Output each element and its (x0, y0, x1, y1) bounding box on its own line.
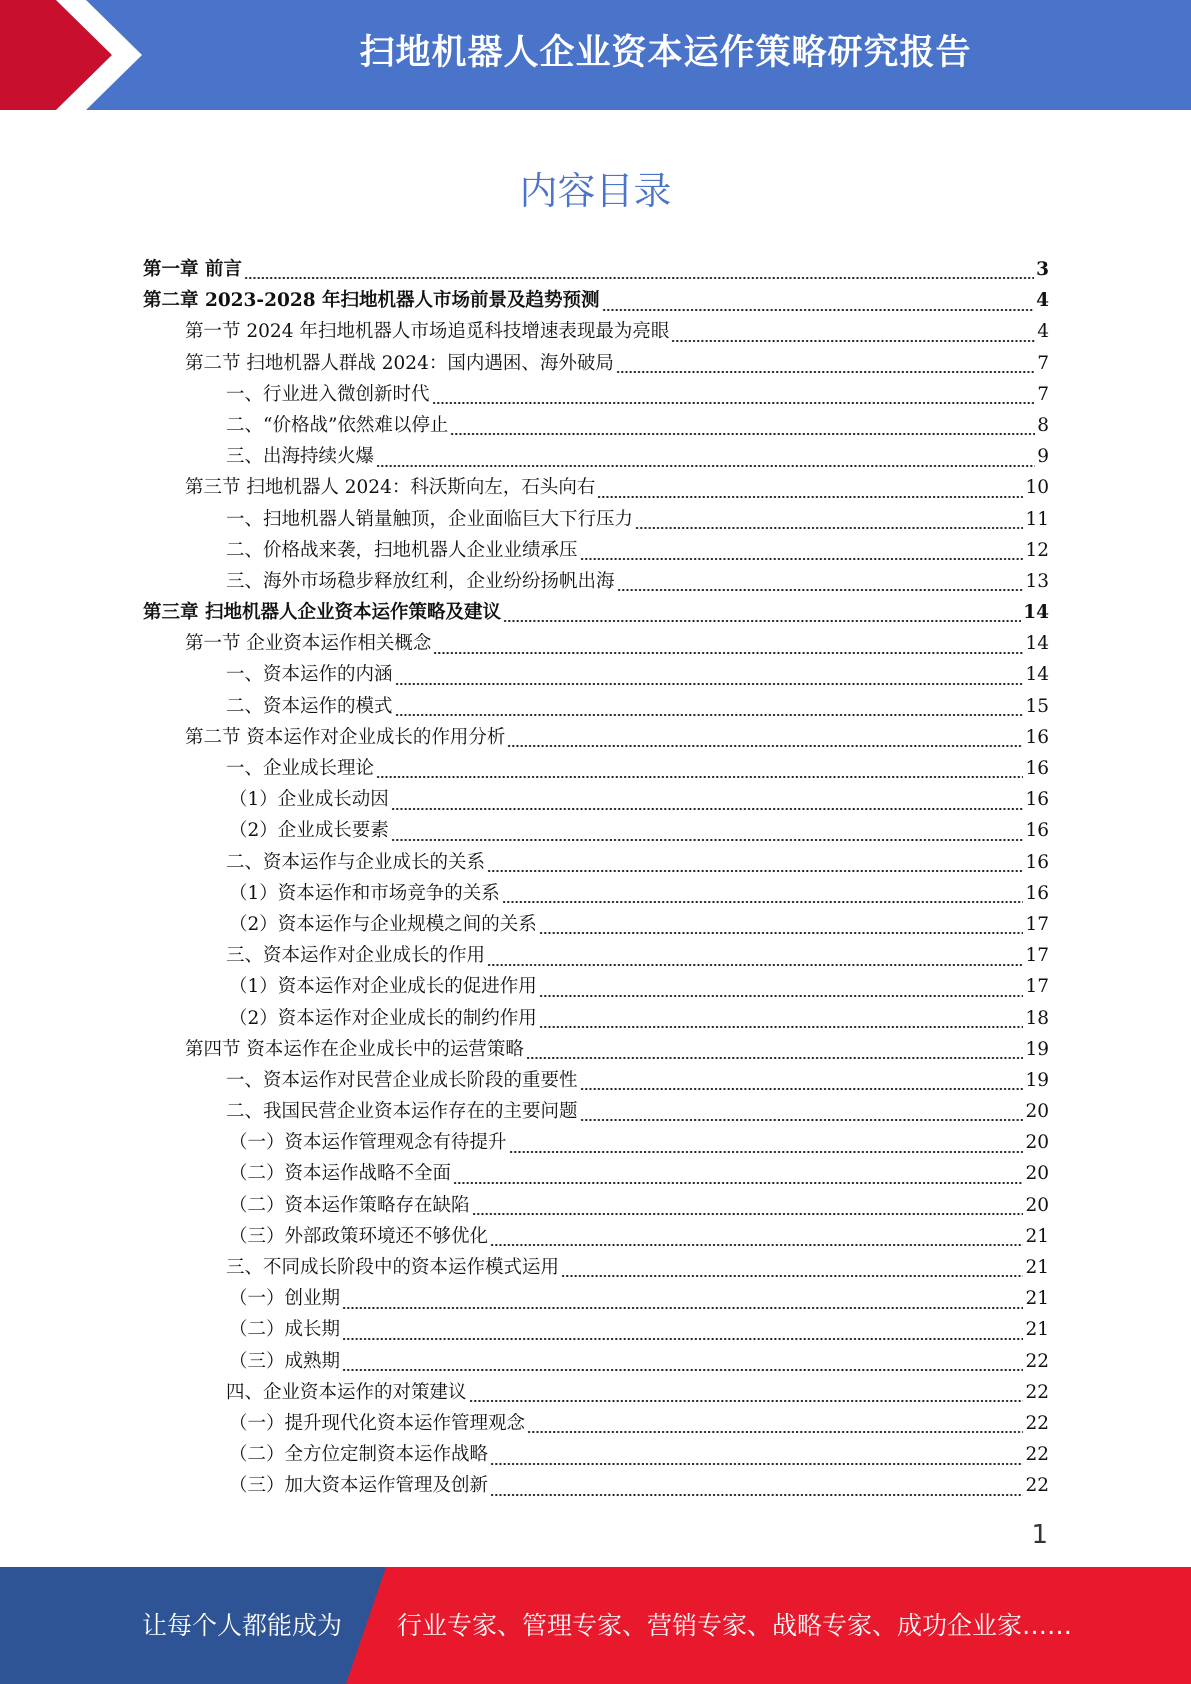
toc-entry-page: 8 (1037, 414, 1049, 436)
toc-entry-page: 3 (1036, 259, 1049, 280)
toc-entry[interactable] (143, 722, 1049, 753)
dot-leader (391, 799, 1024, 811)
toc-entry-page: 12 (1025, 539, 1049, 561)
toc-entry-title: （一）创业期 (229, 1288, 341, 1310)
toc-entry-title: （二）资本运作策略存在缺陷 (229, 1194, 470, 1216)
toc-entry[interactable] (143, 1346, 1049, 1377)
toc-entry[interactable] (143, 1158, 1049, 1189)
dot-leader (469, 1391, 1024, 1403)
toc-entry[interactable] (143, 1408, 1049, 1439)
toc-entry-title: （二）资本运作战略不全面 (229, 1163, 452, 1185)
toc-entry-title: （一）提升现代化资本运作管理观念 (229, 1412, 526, 1434)
toc-entry-page: 22 (1025, 1350, 1049, 1372)
dot-leader (539, 1017, 1024, 1029)
toc-entry-page: 16 (1025, 758, 1049, 779)
toc-entry[interactable] (143, 971, 1049, 1002)
toc-entry-page: 16 (1025, 789, 1049, 811)
page-number: 1 (1031, 1520, 1048, 1550)
toc-entry-page: 4 (1037, 321, 1049, 343)
toc-entry[interactable] (143, 410, 1049, 441)
dot-leader (539, 924, 1024, 936)
dot-leader (597, 487, 1023, 499)
toc-entry-title: 第二节 资本运作对企业成长的作用分析 (185, 726, 506, 748)
dot-leader (432, 393, 1036, 405)
toc-entry-title: 三、出海持续火爆 (226, 446, 375, 468)
dot-leader (487, 861, 1023, 873)
toc-entry[interactable] (143, 659, 1049, 690)
toc-entry-title: 二、价格战来袭，扫地机器人企业业绩承压 (226, 539, 578, 561)
toc-entry-page: 16 (1025, 882, 1049, 904)
toc-entry-title: 一、资本运作的内涵 (226, 664, 393, 686)
dot-leader (507, 736, 1023, 748)
dot-leader (450, 425, 1035, 437)
toc-entry-page: 9 (1037, 446, 1049, 468)
toc-entry[interactable] (143, 535, 1049, 566)
toc-entry[interactable] (143, 878, 1049, 909)
toc-entry[interactable] (143, 909, 1049, 940)
toc-entry-page: 7 (1037, 352, 1049, 374)
toc-entry-title: 一、行业进入微创新时代 (226, 383, 430, 405)
toc-entry[interactable] (143, 1252, 1049, 1283)
toc-entry-title: 第一章 前言 (143, 259, 242, 280)
toc-entry-page: 21 (1025, 1225, 1049, 1247)
dot-leader (561, 1267, 1023, 1279)
toc-entry-title: 四、企业资本运作的对策建议 (226, 1381, 467, 1403)
toc-entry-page: 22 (1025, 1381, 1049, 1403)
toc-entry-title: 第一节 企业资本运作相关概念 (185, 633, 432, 655)
toc-entry-page: 4 (1036, 290, 1049, 312)
toc-entry-title: （2）企业成长要素 (229, 820, 389, 842)
dot-leader (580, 549, 1024, 561)
toc-entry-page: 20 (1025, 1101, 1049, 1123)
toc-entry-page: 20 (1025, 1194, 1049, 1216)
toc-entry[interactable] (143, 472, 1049, 503)
toc-entry-page: 19 (1025, 1038, 1049, 1060)
dot-leader (602, 300, 1035, 312)
toc-entry[interactable] (143, 1283, 1049, 1314)
toc-entry[interactable] (143, 1096, 1049, 1127)
toc-entry-title: 第三章 扫地机器人企业资本运作策略及建议 (143, 602, 501, 624)
toc-entry-page: 22 (1025, 1412, 1049, 1434)
toc-entry[interactable] (143, 753, 1049, 784)
table-of-contents (143, 254, 1049, 1502)
toc-entry-title: 一、扫地机器人销量触顶，企业面临巨大下行压力 (226, 508, 634, 530)
toc-entry-page: 17 (1025, 913, 1049, 935)
toc-entry-page: 19 (1025, 1069, 1049, 1091)
toc-entry[interactable] (143, 1065, 1049, 1096)
toc-entry[interactable] (143, 1034, 1049, 1065)
toc-entry-title: 一、企业成长理论 (226, 758, 375, 779)
dot-leader (527, 1423, 1023, 1435)
dot-leader (391, 830, 1024, 842)
header-banner (0, 0, 1191, 110)
toc-entry-title: 第三节 扫地机器人 2024：科沃斯向左，石头向右 (185, 477, 596, 499)
toc-entry[interactable] (143, 348, 1049, 379)
dot-leader (244, 269, 1034, 281)
dot-leader (635, 518, 1023, 530)
toc-entry[interactable] (143, 784, 1049, 815)
toc-entry-title: 一、资本运作对民营企业成长阶段的重要性 (226, 1069, 578, 1091)
toc-entry[interactable] (143, 566, 1049, 597)
red-arrow-mark (0, 0, 160, 110)
toc-entry[interactable] (143, 628, 1049, 659)
toc-entry-title: 第二章 2023-2028 年扫地机器人市场前景及趋势预测 (143, 290, 600, 312)
toc-entry-title: 三、资本运作对企业成长的作用 (226, 945, 486, 967)
dot-leader (433, 643, 1023, 655)
footer-slogan-left: 让每个人都能成为 (142, 1611, 343, 1640)
toc-entry[interactable] (143, 1221, 1049, 1252)
toc-entry[interactable] (143, 504, 1049, 535)
dot-leader (342, 1360, 1023, 1372)
toc-entry-page: 14 (1023, 602, 1049, 624)
dot-leader (490, 1485, 1023, 1497)
toc-entry[interactable] (143, 1127, 1049, 1158)
toc-entry-title: 二、我国民营企业资本运作存在的主要问题 (226, 1101, 578, 1123)
toc-entry-title: （1）资本运作和市场竞争的关系 (229, 882, 500, 904)
toc-entry-title: 二、资本运作与企业成长的关系 (226, 851, 486, 873)
toc-entry-title: 二、资本运作的模式 (226, 695, 393, 717)
toc-entry-title: 第四节 资本运作在企业成长中的运营策略 (185, 1038, 524, 1060)
report-title: 扫地机器人企业资本运作策略研究报告 (359, 33, 972, 73)
toc-entry-title: （三）成熟期 (229, 1350, 341, 1372)
dot-leader (342, 1298, 1023, 1310)
dot-leader (617, 580, 1024, 592)
toc-entry[interactable] (143, 597, 1049, 628)
toc-entry-page: 10 (1025, 477, 1049, 499)
dot-leader (580, 1111, 1024, 1123)
toc-entry-title: （1）资本运作对企业成长的促进作用 (229, 976, 537, 998)
toc-entry-page: 22 (1025, 1475, 1049, 1497)
toc-entry-page: 21 (1025, 1288, 1049, 1310)
dot-leader (503, 612, 1021, 624)
toc-entry-page: 14 (1025, 664, 1049, 686)
toc-entry-page: 21 (1025, 1257, 1049, 1278)
toc-entry-title: （二）成长期 (229, 1319, 341, 1341)
toc-entry-title: （三）加大资本运作管理及创新 (229, 1475, 489, 1497)
toc-entry-page: 15 (1025, 695, 1049, 717)
dot-leader (472, 1204, 1024, 1216)
toc-entry-page: 20 (1025, 1163, 1049, 1185)
dot-leader (395, 705, 1024, 717)
toc-entry[interactable] (143, 1003, 1049, 1034)
toc-entry[interactable] (143, 847, 1049, 878)
toc-entry[interactable] (143, 316, 1049, 347)
toc-entry-title: 第二节 扫地机器人群战 2024：国内遇困、海外破局 (185, 352, 614, 374)
toc-entry-page: 7 (1037, 383, 1049, 405)
toc-entry-page: 22 (1025, 1444, 1049, 1466)
toc-entry[interactable] (143, 379, 1049, 410)
toc-entry[interactable] (143, 1377, 1049, 1408)
dot-leader (490, 1235, 1023, 1247)
toc-entry-page: 16 (1025, 851, 1049, 873)
dot-leader (376, 768, 1023, 780)
footer-slogan-right: 行业专家、管理专家、营销专家、战略专家、成功企业家…… (397, 1611, 1073, 1640)
toc-entry-page: 16 (1025, 820, 1049, 842)
toc-entry[interactable] (143, 815, 1049, 846)
dot-leader (342, 1329, 1023, 1341)
toc-entry-title: （三）外部政策环境还不够优化 (229, 1225, 489, 1247)
toc-entry-page: 16 (1025, 726, 1049, 748)
toc-entry-title: 第一节 2024 年扫地机器人市场追觅科技增速表现最为亮眼 (185, 321, 670, 343)
toc-entry-page: 13 (1025, 570, 1049, 592)
toc-entry-page: 18 (1025, 1007, 1049, 1029)
toc-entry[interactable] (143, 691, 1049, 722)
toc-heading: 内容目录 (519, 169, 672, 213)
dot-leader (502, 892, 1024, 904)
dot-leader (490, 1454, 1023, 1466)
dot-leader (487, 955, 1023, 967)
footer-banner (0, 1567, 1191, 1684)
dot-leader (616, 362, 1035, 374)
dot-leader (509, 1142, 1024, 1154)
toc-entry[interactable] (143, 285, 1049, 316)
toc-entry-page: 11 (1025, 508, 1049, 530)
toc-entry-page: 20 (1025, 1132, 1049, 1154)
toc-entry[interactable] (143, 1439, 1049, 1470)
toc-entry[interactable] (143, 940, 1049, 971)
toc-entry-title: （一）资本运作管理观念有待提升 (229, 1132, 507, 1154)
dot-leader (453, 1173, 1023, 1185)
toc-entry[interactable] (143, 441, 1049, 472)
dot-leader (376, 456, 1035, 468)
dot-leader (671, 331, 1035, 343)
toc-entry[interactable] (143, 1190, 1049, 1221)
toc-entry-title: （2）资本运作与企业规模之间的关系 (229, 913, 537, 935)
dot-leader (395, 674, 1024, 686)
toc-entry-page: 21 (1025, 1319, 1049, 1341)
toc-entry-title: 二、“价格战”依然难以停止 (226, 414, 449, 436)
toc-entry[interactable] (143, 254, 1049, 285)
toc-entry-title: 三、不同成长阶段中的资本运作模式运用 (226, 1257, 560, 1278)
toc-entry-title: 三、海外市场稳步释放红利，企业纷纷扬帆出海 (226, 570, 615, 592)
toc-entry-page: 17 (1025, 945, 1049, 967)
toc-entry-title: （1）企业成长动因 (229, 789, 389, 811)
dot-leader (539, 986, 1024, 998)
toc-entry-title: （二）全方位定制资本运作战略 (229, 1444, 489, 1466)
dot-leader (580, 1079, 1024, 1091)
dot-leader (526, 1048, 1024, 1060)
toc-entry-title: （2）资本运作对企业成长的制约作用 (229, 1007, 537, 1029)
toc-entry-page: 17 (1025, 976, 1049, 998)
toc-entry[interactable] (143, 1314, 1049, 1345)
toc-entry-page: 14 (1025, 633, 1049, 655)
toc-entry[interactable] (143, 1470, 1049, 1501)
